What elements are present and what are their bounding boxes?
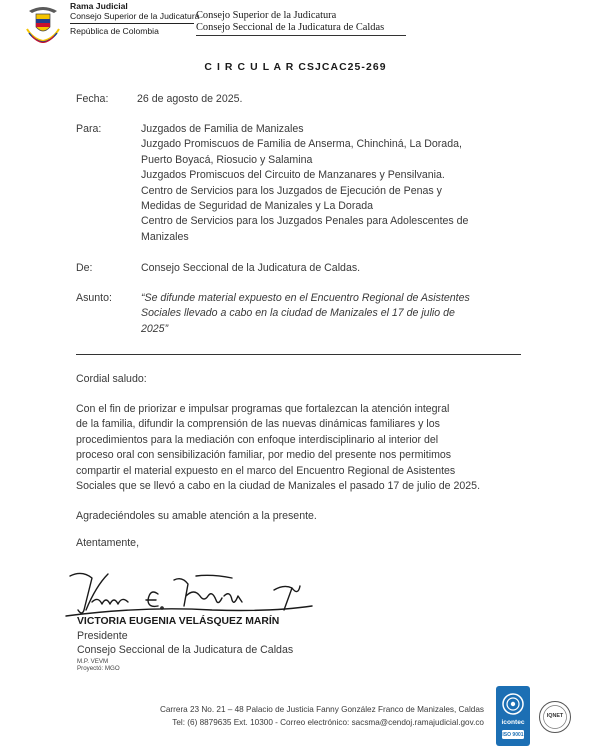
section-divider — [76, 354, 521, 355]
para-line: Puerto Boyacá, Riosucio y Salamina — [141, 153, 313, 166]
header-title-line-1: Consejo Superior de la Judicatura — [196, 10, 337, 21]
para-line: Juzgados Promiscuos del Circuito de Manzanares y Pensilvania. — [141, 169, 445, 182]
iqnet-label: IQNET — [546, 713, 564, 719]
org-divider — [70, 23, 194, 24]
initials-block — [77, 658, 120, 673]
header-title — [196, 10, 384, 34]
body-line: procedimientos para la mediación con enfoque interdisciplinario al interior del — [76, 433, 439, 446]
org-line-1: Rama Judicial — [70, 1, 128, 11]
para-line: Medidas de Seguridad de Manizales y La Dorada — [141, 200, 374, 213]
body-line: Sociales que se llevó a cabo en la ciudad de Manizales el pasado 17 de julio de 2025. — [76, 480, 481, 493]
initials-line: Proyectó: MGO — [77, 665, 120, 673]
signer-name: VICTORIA EUGENIA VELÁSQUEZ MARÍN — [77, 616, 280, 627]
icontec-label: icontec — [501, 719, 525, 726]
header-underline — [196, 35, 406, 36]
para-label: Para: — [76, 123, 102, 135]
asunto-value — [141, 291, 521, 337]
de-label: De: — [76, 262, 93, 274]
initials-line: M.P. VEVM — [77, 658, 109, 665]
body-paragraph — [76, 402, 522, 494]
para-line: Manizales — [141, 230, 189, 243]
body-line: proceso oral con sensibilización familiar, por medio del presente nos permitimos — [76, 449, 452, 462]
body-line: compartir el material expuesto en el marco del Encuentro Regional de Asistentes — [76, 464, 456, 477]
thanks-line: Agradeciéndoles su amable atención a la presente. — [76, 510, 317, 522]
para-list — [141, 122, 521, 245]
colombia-coat-of-arms-icon — [23, 5, 63, 43]
asunto-line: “Se difunde material expuesto en el Encuentro Regional de Asistentes — [141, 292, 470, 304]
footer-line: Carrera 23 No. 21 – 48 Palacio de Justicia Fanny González Franco de Manizales, Caldas — [159, 705, 484, 714]
header-title-line-2: Consejo Seccional de la Judicatura de Caldas — [196, 22, 385, 33]
org-line-3: República de Colombia — [70, 25, 159, 36]
closing-line: Atentamente, — [76, 537, 140, 549]
icontec-certification-badge — [496, 686, 530, 746]
footer-address — [108, 704, 484, 730]
fecha-label: Fecha: — [76, 93, 109, 105]
body-line: Con el fin de priorizar e impulsar programas que fortalezcan la atención integral — [76, 403, 450, 415]
asunto-line: Sociales llevado a cabo en la ciudad de Manizales el 17 de julio de — [141, 307, 455, 320]
para-line: Juzgado Promiscuos de Familia de Anserma, Chinchiná, La Dorada, — [141, 138, 462, 151]
org-line-2: Consejo Superior de la Judicatura — [70, 11, 200, 22]
issuer-block — [70, 1, 199, 36]
signer-entity: Consejo Seccional de la Judicatura de Caldas — [77, 644, 294, 656]
body-line: de la familia, difundir la comprensión de las nuevas dinámicas familiares y los — [76, 418, 440, 431]
para-line: Centro de Servicios para los Juzgados de Ejecución de Penas y — [141, 184, 442, 197]
iso-label: ISO 9001 — [502, 731, 524, 738]
asunto-label: Asunto: — [76, 292, 112, 304]
de-value: Consejo Seccional de la Judicatura de Caldas. — [141, 262, 361, 274]
para-line: Centro de Servicios para los Juzgados Penales para Adolescentes de — [141, 215, 469, 228]
circular-title: C I R C U L A R CSJCAC25-269 — [204, 62, 387, 73]
iqnet-certification-badge — [538, 700, 572, 734]
para-line: Juzgados de Familia de Manizales — [141, 123, 304, 135]
greeting: Cordial saludo: — [76, 373, 147, 385]
footer-line: Tel: (6) 8879635 Ext. 10300 - Correo electrónico: sacsma@cendoj.ramajudicial.gov.co — [172, 717, 484, 727]
fecha-value: 26 de agosto de 2025. — [137, 93, 243, 105]
signer-role: Presidente — [77, 630, 128, 642]
asunto-line: 2025” — [141, 322, 169, 335]
